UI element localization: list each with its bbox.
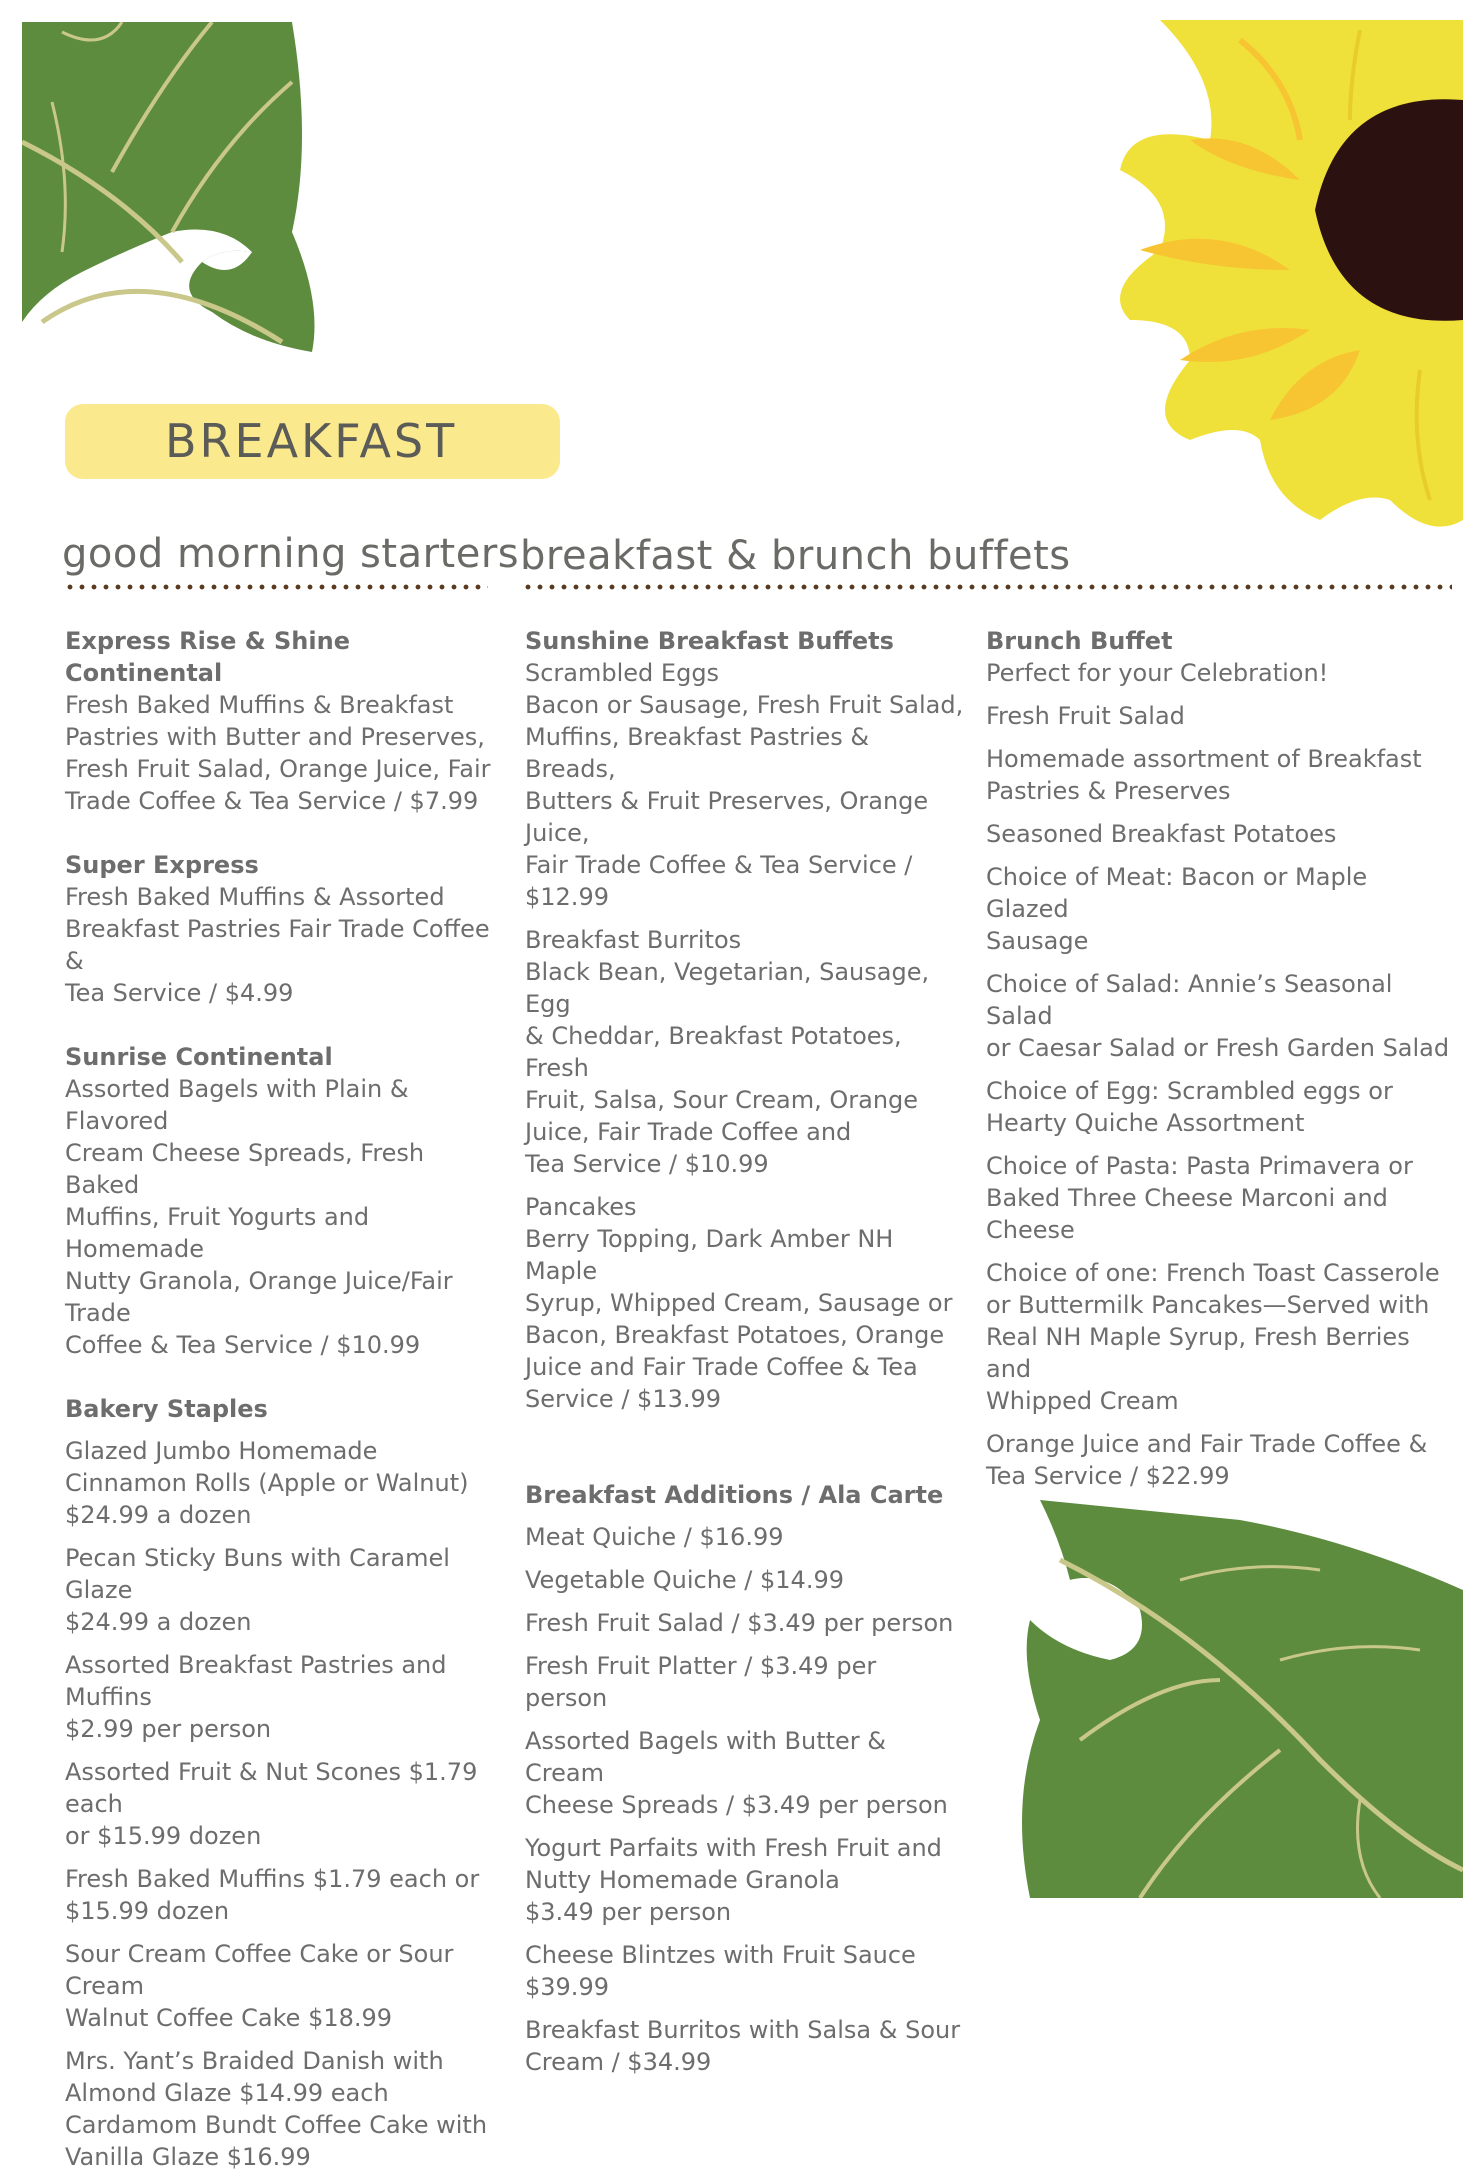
menu-item <box>65 849 505 1009</box>
sunshine-heading: Sunshine Breakfast Buffets <box>525 627 894 655</box>
leaf-top-left-icon <box>22 22 322 352</box>
brunch-entry: Perfect for your Celebration! <box>986 659 1329 687</box>
bakery-entry: Glazed Jumbo Homemade Cinnamon Rolls (Apple or Walnut) $24.99 a dozen <box>65 1437 469 1529</box>
section-title-starters: good morning starters <box>62 531 520 577</box>
menu-item-description: Assorted Bagels with Plain & Flavored Cream Cheese Spreads, Fresh Baked Muffins, Fruit Yogurts and Homemade Nutty Granola, Orange Juice/Fair Trade Coffee & Tea Service / $10.99 <box>65 1075 453 1359</box>
bakery-entry: Pecan Sticky Buns with Caramel Glaze $24.99 a dozen <box>65 1544 450 1636</box>
addition-entry: Assorted Bagels with Butter & Cream Cheese Spreads / $3.49 per person <box>525 1727 948 1819</box>
dotted-divider <box>64 583 488 591</box>
starters-column <box>65 625 505 2184</box>
buffet-entry: Breakfast Burritos Black Bean, Vegetarian, Sausage, Egg & Cheddar, Breakfast Potatoes, Fresh Fruit, Salsa, Sour Cream, Orange Juice, Fair Trade Coffee and Tea Service / $10.99 <box>525 926 930 1178</box>
brunch-entry: Choice of one: French Toast Casserole or Buttermilk Pancakes—Served with Real NH Maple Syrup, Fresh Berries and Whipped Cream <box>986 1259 1440 1415</box>
page-title: BREAKFAST <box>165 414 458 468</box>
bakery-entry: Mrs. Yant’s Braided Danish with Almond Glaze $14.99 each Cardamom Bundt Coffee Cake with Vanilla Glaze $16.99 <box>65 2047 488 2171</box>
brunch-entry: Choice of Salad: Annie’s Seasonal Salad or Caesar Salad or Fresh Garden Salad <box>986 970 1450 1062</box>
menu-item-description: Fresh Baked Muffins & Breakfast Pastries with Butter and Preserves, Fresh Fruit Salad, Orange Juice, Fair Trade Coffee & Tea Service / $7.99 <box>65 691 491 815</box>
bakery-entry: Assorted Fruit & Nut Scones $1.79 each or $15.99 dozen <box>65 1758 478 1850</box>
addition-entry: Fresh Fruit Salad / $3.49 per person <box>525 1609 954 1637</box>
brunch-heading: Brunch Buffet <box>986 627 1173 655</box>
breakfast-banner <box>65 404 560 479</box>
menu-item <box>65 625 505 817</box>
addition-entry: Breakfast Burritos with Salsa & Sour Cream / $34.99 <box>525 2016 961 2076</box>
brunch-entry: Choice of Meat: Bacon or Maple Glazed Sausage <box>986 863 1368 955</box>
buffets-column <box>525 625 965 2089</box>
menu-item <box>65 1041 505 1361</box>
menu-item-title: Express Rise & Shine Continental <box>65 627 350 687</box>
bakery-entry: Assorted Breakfast Pastries and Muffins $2.99 per person <box>65 1651 447 1743</box>
brunch-column <box>986 625 1456 1503</box>
buffet-entry: Scrambled Eggs Bacon or Sausage, Fresh Fruit Salad, Muffins, Breakfast Pastries & Breads, Butters & Fruit Preserves, Orange Juice, Fair Trade Coffee & Tea Service / $12.99 <box>525 659 964 911</box>
addition-entry: Cheese Blintzes with Fruit Sauce $39.99 <box>525 1941 916 2001</box>
dotted-divider <box>522 583 1452 591</box>
menu-item-title: Super Express <box>65 851 259 879</box>
sunflower-icon <box>1100 20 1463 540</box>
brunch-entry: Choice of Pasta: Pasta Primavera or Baked Three Cheese Marconi and Cheese <box>986 1152 1413 1244</box>
section-title-buffets: breakfast & brunch buffets <box>520 533 1071 579</box>
addition-entry: Vegetable Quiche / $14.99 <box>525 1566 844 1594</box>
brunch-entry: Orange Juice and Fair Trade Coffee & Tea Service / $22.99 <box>986 1430 1428 1490</box>
addition-entry: Yogurt Parfaits with Fresh Fruit and Nutty Homemade Granola $3.49 per person <box>525 1834 942 1926</box>
leaf-bottom-right-icon <box>1020 1500 1463 1898</box>
brunch-entry: Choice of Egg: Scrambled eggs or Hearty Quiche Assortment <box>986 1077 1393 1137</box>
bakery-heading: Bakery Staples <box>65 1395 268 1423</box>
bakery-entry: Sour Cream Coffee Cake or Sour Cream Walnut Coffee Cake $18.99 <box>65 1940 454 2032</box>
menu-item-title: Sunrise Continental <box>65 1043 333 1071</box>
bakery-entry: Fresh Baked Muffins $1.79 each or $15.99 dozen <box>65 1865 480 1925</box>
additions-heading: Breakfast Additions / Ala Carte <box>525 1481 944 1509</box>
brunch-entry: Fresh Fruit Salad <box>986 702 1185 730</box>
brunch-entry: Seasoned Breakfast Potatoes <box>986 820 1337 848</box>
menu-item-description: Fresh Baked Muffins & Assorted Breakfast Pastries Fair Trade Coffee & Tea Service / $4.99 <box>65 883 490 1007</box>
addition-entry: Fresh Fruit Platter / $3.49 per person <box>525 1652 877 1712</box>
addition-entry: Meat Quiche / $16.99 <box>525 1523 784 1551</box>
brunch-entry: Homemade assortment of Breakfast Pastries & Preserves <box>986 745 1422 805</box>
buffet-entry: Pancakes Berry Topping, Dark Amber NH Maple Syrup, Whipped Cream, Sausage or Bacon, Breakfast Potatoes, Orange Juice and Fair Trade Coffee & Tea Service / $13.99 <box>525 1193 953 1413</box>
